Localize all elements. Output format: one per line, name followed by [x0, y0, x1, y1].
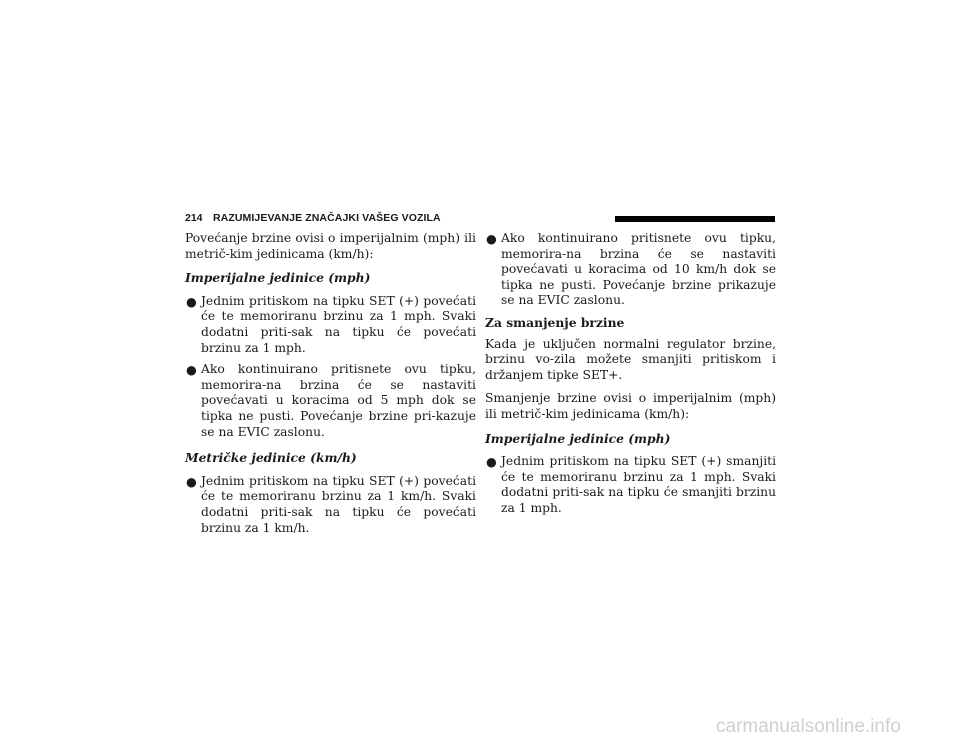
paragraph: Kada je uključen normalni regulator brzine, brzinu vo-zila možete smanjiti pritiskom i držanjem tipke SET+.	[485, 336, 776, 382]
heading-metric: Metričke jedinice (km/h)	[185, 450, 357, 466]
right-column	[485, 231, 776, 523]
list-item-text: Jednim pritiskom na tipku SET (+) povećati će te memoriranu brzinu za 1 mph. Svaki dodatni priti-sak na tipku će povećati brzinu za 1 mph.	[201, 293, 476, 355]
bullet-icon: ●	[186, 362, 197, 378]
list-item	[185, 294, 476, 356]
list-item	[185, 474, 476, 536]
heading-imperial: Imperijalne jedinice (mph)	[185, 270, 371, 286]
intro-paragraph: Povećanje brzine ovisi o imperijalnim (mph) ili metrič-kim jedinicama (km/h):	[185, 231, 476, 261]
bullet-icon: ●	[486, 454, 497, 470]
bullet-icon: ●	[186, 293, 197, 309]
heading-decrease: Za smanjenje brzine	[485, 314, 625, 330]
header-rule	[615, 216, 775, 222]
list-item	[185, 362, 476, 440]
left-column	[185, 231, 476, 542]
list-item	[485, 231, 776, 309]
page-header	[185, 211, 775, 227]
watermark: carmanualsonline.info	[716, 716, 901, 737]
bullet-icon: ●	[486, 231, 497, 246]
list-item-text: Ako kontinuirano pritisnete ovu tipku, memorira-na brzina će se nastaviti povećavati u koracima od 10 km/h dok se tipka ne pusti. Povećanje brzine prikazuje se na EVIC zaslonu.	[501, 231, 776, 308]
bullet-icon: ●	[186, 473, 197, 489]
paragraph: Smanjenje brzine ovisi o imperijalnim (mph) ili metrič-kim jedinicama (km/h):	[485, 391, 776, 421]
page-number: 214	[185, 212, 203, 224]
list-item-text: Jednim pritiskom na tipku SET (+) povećati će te memoriranu brzinu za 1 km/h. Svaki dodatni priti-sak na tipku će povećati brzinu za 1 km/h.	[201, 473, 476, 535]
section-title: RAZUMIJEVANJE ZNAČAJKI VAŠEG VOZILA	[213, 212, 441, 224]
list-item-text: Jednim pritiskom na tipku SET (+) smanjiti će te memoriranu brzinu za 1 mph. Svaki dodatni priti-sak na tipku će smanjiti brzinu za 1 mph.	[501, 454, 776, 515]
list-item	[485, 454, 776, 516]
heading-imperial: Imperijalne jedinice (mph)	[485, 430, 671, 446]
list-item-text: Ako kontinuirano pritisnete ovu tipku, memorira-na brzina će se nastaviti povećavati u koracima od 5 mph dok se tipka ne pusti. Povećanje brzine pri-kazuje se na EVIC zaslonu.	[201, 362, 476, 439]
